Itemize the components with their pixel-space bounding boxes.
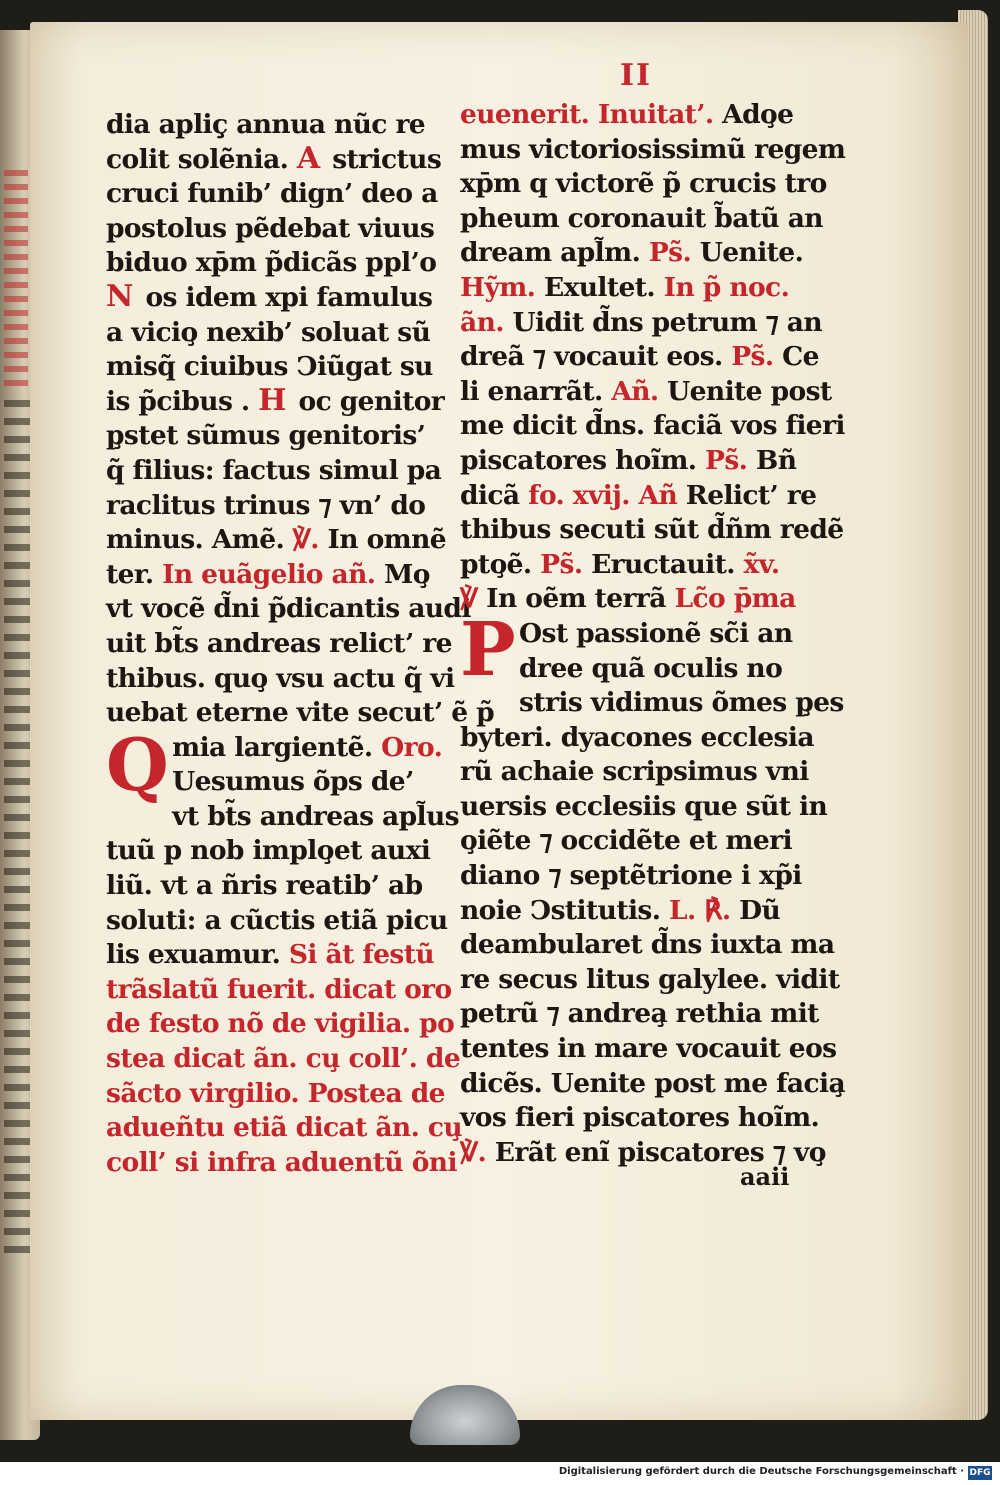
- text-segment: ter.: [106, 558, 163, 590]
- text-segment: oc genitor: [289, 385, 445, 417]
- text-line: [460, 859, 805, 894]
- text-segment: re secus litus galylee. vidit: [460, 963, 840, 995]
- text-line: [460, 928, 835, 963]
- text-line: [460, 790, 828, 825]
- text-segment: deambularet d̃ns iuxta ma: [460, 929, 835, 961]
- rubric-segment: ℣: [460, 583, 487, 615]
- rubric-segment: Ps̃.: [540, 548, 592, 580]
- text-line: [460, 582, 805, 617]
- text-line: [460, 963, 840, 998]
- text-segment: vt bt̃s andreas apl̃us: [172, 800, 459, 832]
- text-line: [106, 140, 446, 178]
- red-initial: A: [296, 140, 320, 176]
- text-segment: Relict’ re: [685, 479, 817, 511]
- rubric-segment: euenerit. Inuitat’.: [460, 99, 723, 130]
- text-segment: mia largientẽ.: [172, 731, 382, 763]
- text-segment: Erãt enĩ piscatores ⁊ vo̧: [494, 1136, 826, 1168]
- text-line: [460, 375, 832, 410]
- text-segment: q̃ filius: factus simul pa: [106, 454, 442, 486]
- text-segment: is p̃cibus .: [106, 385, 259, 417]
- text-line: [106, 1077, 446, 1112]
- signature-mark: aaii: [740, 1162, 790, 1191]
- text-segment: postolus pẽdebat viuus: [106, 212, 435, 244]
- previous-page-text-fragment: [4, 400, 30, 1260]
- text-line: [106, 382, 446, 420]
- text-segment: Bñ: [755, 444, 797, 476]
- text-line: [106, 350, 446, 385]
- rubric-segment: ℣.: [292, 524, 328, 556]
- text-line: [106, 489, 446, 524]
- text-line: [460, 479, 817, 514]
- text-line: [460, 202, 823, 237]
- rubric-segment: Oro.: [381, 731, 443, 763]
- text-line: [106, 696, 495, 731]
- rubric-segment: Ps̃.: [648, 237, 700, 269]
- text-segment: pto̧ẽ.: [460, 548, 541, 580]
- text-line: [460, 721, 814, 756]
- text-segment: li enarrãt.: [460, 375, 612, 407]
- footer-credit: Digitalisierung gefördert durch die Deutsche Forschungsgemeinschaft ·: [558, 1466, 964, 1477]
- text-segment: Ado̧e: [722, 99, 794, 130]
- text-line: [106, 177, 446, 212]
- text-line: [106, 973, 452, 1008]
- text-line: [106, 834, 446, 869]
- rubric-segment: trãslatũ fuerit. dicat oro: [106, 973, 452, 1005]
- rubric-segment: ℣.: [460, 1136, 495, 1168]
- red-initial: N: [106, 278, 133, 314]
- text-segment: thibus secuti sũt d̃ñm redẽ: [460, 514, 844, 546]
- text-segment: dicã: [460, 479, 529, 511]
- text-segment: Ce: [782, 341, 819, 373]
- text-segment: pheum coronauit b̃atũ an: [460, 202, 823, 234]
- text-segment: mus victoriosissimũ regem: [460, 133, 846, 165]
- rubric-segment: adueñtu etiã dicat ãn. cu̧: [106, 1112, 463, 1144]
- text-segment: In omnẽ: [327, 524, 447, 556]
- text-line: [460, 306, 823, 341]
- rubric-segment: Lc̃o p̄ma: [674, 583, 796, 615]
- text-segment: Mo̧: [384, 558, 430, 590]
- text-line: [106, 523, 446, 558]
- text-line: [460, 894, 805, 929]
- text-segment: Dũ: [739, 894, 781, 926]
- text-segment: o̧iẽte ⁊ occidẽte et meri: [460, 825, 792, 857]
- text-line: [460, 98, 805, 133]
- text-line: [460, 824, 805, 859]
- text-line: [106, 1007, 455, 1042]
- rubric-segment: de festo nõ de vigilia. po: [106, 1008, 455, 1040]
- text-segment: byteri. dyacones ecclesia: [460, 721, 814, 753]
- text-line: [460, 755, 809, 790]
- text-line: [460, 444, 805, 479]
- text-line: [106, 1146, 457, 1181]
- text-segment: Ost passionẽ sc̃i an: [519, 617, 793, 649]
- text-segment: dicẽs. Uenite post me facia̧: [460, 1067, 846, 1099]
- text-line: [106, 454, 446, 489]
- rubric-segment: stea dicat ãn. cu̧ coll’. de: [106, 1043, 461, 1075]
- text-segment: colit solẽnia.: [106, 143, 297, 175]
- text-line: [106, 278, 446, 316]
- text-segment: thibus. quo̧ vsu actu q̃ vi: [106, 662, 455, 694]
- text-line: [460, 1101, 820, 1136]
- text-segment: Uidit d̃ns petrum ⁊ an: [512, 306, 823, 338]
- text-line: [460, 1067, 846, 1102]
- rubric-segment: Añ.: [611, 375, 668, 407]
- left-text-column: [106, 108, 495, 1180]
- text-segment: Eructauit.: [591, 548, 744, 580]
- text-segment: uit bt̃s andreas relict’ re: [106, 627, 452, 659]
- text-line: [460, 236, 805, 271]
- text-line: [106, 1111, 463, 1146]
- rubric-segment: sãcto virgilio. Postea de: [106, 1077, 445, 1109]
- rubric-segment: In euãgelio añ.: [162, 558, 384, 590]
- text-segment: raclitus trinus ⁊ vn’ do: [106, 489, 426, 521]
- text-segment: me dicit d̃ns. faciã vos fieri: [460, 410, 845, 442]
- large-red-initial: Q: [106, 721, 169, 807]
- rubric-segment: x̃v.: [743, 548, 780, 580]
- text-segment: diano ⁊ septẽtrione i xp̃i: [460, 860, 802, 892]
- text-segment: dreã ⁊ vocauit eos.: [460, 341, 732, 373]
- rubric-segment: L. ℟.: [669, 894, 740, 926]
- folio-number: II: [620, 58, 653, 93]
- text-segment: liũ. vt a ñris reatib’ ab: [106, 870, 423, 902]
- text-segment: dream apl̃m.: [460, 237, 649, 269]
- text-line: [106, 419, 446, 454]
- text-segment: Uenite.: [699, 237, 804, 269]
- text-line: [106, 662, 455, 697]
- text-line: [460, 133, 846, 168]
- text-line: [106, 869, 446, 904]
- text-line: [460, 409, 845, 444]
- text-segment: tentes in mare vocauit eos: [460, 1033, 837, 1065]
- large-red-initial: P: [460, 606, 516, 693]
- text-line: [460, 548, 805, 583]
- text-segment: rũ achaie scripsimus vni: [460, 756, 809, 788]
- text-line: [106, 592, 471, 627]
- text-line: [460, 1032, 837, 1067]
- text-segment: minus. Amẽ.: [106, 524, 293, 556]
- text-segment: dia apliç̧ annua nũc re: [106, 109, 426, 140]
- rubric-segment: Ps̃.: [731, 341, 783, 373]
- text-line: [106, 627, 452, 662]
- dfg-logo: DFG: [969, 1468, 991, 1478]
- text-line: [106, 316, 446, 351]
- text-segment: cruci funib’ dign’ deo a: [106, 178, 438, 210]
- rubric-segment: ãn.: [460, 306, 513, 338]
- text-segment: misq̃ ciuibus Ↄiũgat su: [106, 351, 433, 383]
- text-segment: Exultet.: [543, 271, 664, 303]
- text-segment: petrũ ⁊ andrea̧ rethia mit: [460, 998, 819, 1030]
- text-segment: biduo xp̄m p̃dicãs ppl’o: [106, 247, 437, 279]
- rubric-segment: Hỹm.: [460, 271, 544, 303]
- text-segment: a vicio̧ nexib’ soluat sũ: [106, 316, 431, 348]
- text-segment: dree quã oculis no: [519, 652, 783, 684]
- text-line: [460, 271, 805, 306]
- text-line: [106, 1042, 461, 1077]
- text-line: [106, 558, 446, 593]
- text-line: [106, 246, 446, 281]
- text-segment: uersis ecclesiis que sũt in: [460, 790, 828, 822]
- text-segment: noie Ↄstitutis.: [460, 894, 669, 926]
- text-segment: piscatores hoĩm.: [460, 444, 706, 476]
- rubric-segment: In p̃ noc.: [663, 271, 790, 303]
- text-segment: p̧stet sũmus genitoris’: [106, 420, 426, 452]
- text-segment: Uenite post: [667, 375, 832, 407]
- text-segment: lis exuamur.: [106, 939, 289, 971]
- text-line: [460, 167, 827, 202]
- text-segment: soluti: a cũctis etiã picu: [106, 904, 448, 936]
- red-initial: H: [258, 382, 286, 418]
- text-segment: vt vocẽ d̃ni p̃dicantis audi: [106, 593, 471, 625]
- text-segment: Uesumus õps de’: [172, 766, 414, 798]
- text-segment: In oẽm terrã: [486, 583, 675, 615]
- text-line: [106, 904, 446, 939]
- text-line: [460, 997, 819, 1032]
- text-segment: strictus: [323, 143, 442, 175]
- text-line: [106, 212, 446, 247]
- rubric-segment: coll’ si infra aduentũ õni: [106, 1146, 457, 1178]
- text-line: [106, 108, 446, 143]
- text-segment: xp̄m q victorẽ p̃ crucis tro: [460, 168, 827, 200]
- text-segment: tuũ p nob implo̧et auxi: [106, 835, 431, 867]
- right-text-column: [460, 98, 846, 1170]
- rubric-segment: fo. xvij. Añ: [528, 479, 686, 511]
- text-line: [460, 340, 819, 375]
- text-line: [460, 513, 844, 548]
- text-segment: os idem xpi famulus: [136, 281, 433, 313]
- text-line: [106, 938, 446, 973]
- previous-page-rubric-fragment: [4, 170, 28, 390]
- text-segment: uebat eterne vite secut’ ẽ p̃: [106, 697, 495, 729]
- rubric-segment: Si ãt festũ: [288, 939, 435, 971]
- rubric-segment: Ps̃.: [705, 444, 756, 476]
- text-segment: vos fieri piscatores hoĩm.: [460, 1102, 820, 1134]
- text-segment: stris vidimus õmes p̧es: [519, 687, 844, 719]
